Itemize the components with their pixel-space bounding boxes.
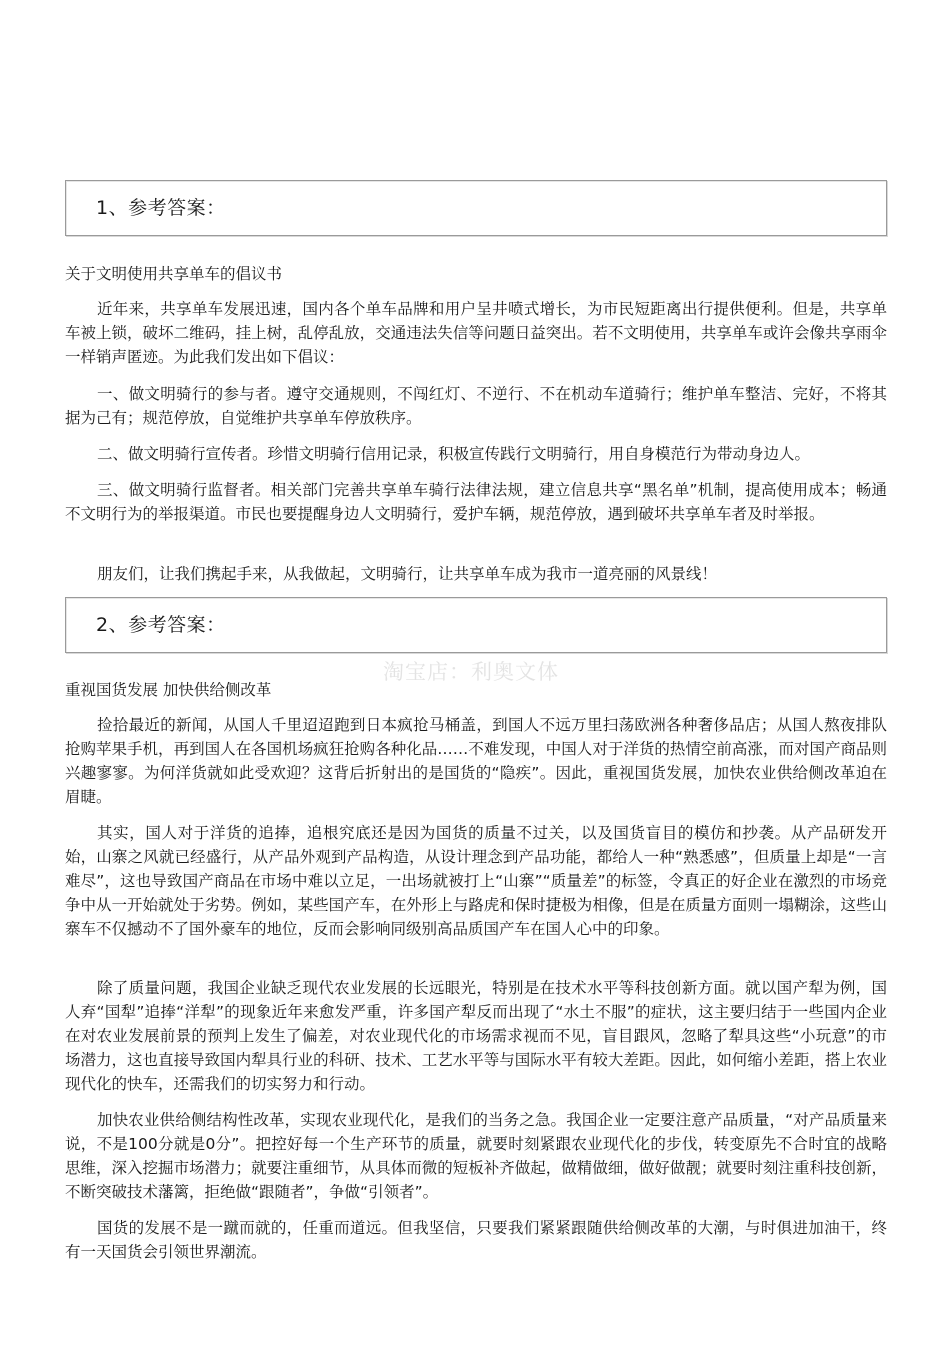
essay-2-paragraph-2: 其实，国人对于洋货的追捧，追根究底还是因为国货的质量不过关，以及国货盲目的模仿和抄袭。从产品研发开始，山寨之风就已经盛行，从产品外观到产品构造，从设计理念到产品功能，都给人一种“熟悉感”，但质量上却是“一言难尽”，这也导致国产商品在市场中难以立足，一出场就被打上“山寨”“质量差”的标签，令真正的好企业在激烈的市场竞争中从一开始就处于劣势。例如，某些国产车，在外形上与路虎和保时捷极为相像，但是在质量方面则一塌糊涂，这些山寨车不仅撼动不了国外豪车的地位，反而会影响同级别高品质国产车在国人心中的印象。: [65, 824, 887, 938]
essay-2-paragraph-5: 国货的发展不是一蹴而就的，任重而道远。但我坚信，只要我们紧紧跟随供给侧改革的大潮，与时俱进加油干，终有一天国货会引领世界潮流。: [65, 1219, 887, 1261]
essay-2-paragraph-3: 除了质量问题，我国企业缺乏现代农业发展的长远眼光，特别是在技术水平等科技创新方面。就以国产犁为例，国人弃“国犁”追捧“洋犁”的现象近年来愈发严重，许多国产犁反而出现了“水土不服”的症状，这主要归结于一些国内企业在对农业发展前景的预判上发生了偏差，对农业现代化的市场需求视而不见，盲目跟风，忽略了犁具这些“小玩意”的市场潜力，这也直接导致国内犁具行业的科研、技术、工艺水平等与国际水平有较大差距。因此，如何缩小差距，搭上农业现代化的快车，还需我们的切实努力和行动。: [65, 979, 887, 1093]
essay-title-1: 关于文明使用共享单车的倡议书: [65, 265, 283, 283]
answer-header-1: 1、参考答案：: [96, 197, 226, 219]
essay-title-2: 重视国货发展 加快供给侧改革: [65, 681, 272, 699]
essay-1-paragraph-1: 近年来，共享单车发展迅速，国内各个单车品牌和用户呈井喷式增长，为市民短距离出行提供便利。但是，共享单车被上锁，破坏二维码，挂上树，乱停乱放，交通违法失信等问题日益突出。若不文明使用，共享单车或许会像共享雨伞一样销声匿迹。为此我们发出如下倡议：: [65, 300, 887, 366]
shop-watermark: 淘宝店：利奥文体: [383, 660, 559, 684]
answer-header-2: 2、参考答案：: [96, 614, 226, 636]
answer-header-box-2: [65, 597, 887, 653]
answer-header-box-1: [65, 180, 887, 236]
essay-1-paragraph-5: 朋友们，让我们携起手来，从我做起，文明骑行，让共享单车成为我市一道亮丽的风景线！: [97, 565, 718, 583]
essay-2-paragraph-1: 捡拾最近的新闻，从国人千里迢迢跑到日本疯抢马桶盖，到国人不远万里扫荡欧洲各种奢侈品店；从国人熬夜排队抢购苹果手机，再到国人在各国机场疯狂抢购各种化品……不难发现，中国人对于洋货的热情空前高涨，而对国产商品则兴趣寥寥。为何洋货就如此受欢迎？这背后折射出的是国货的“隐疾”。因此，重视国货发展，加快农业供给侧改革迫在眉睫。: [65, 716, 887, 806]
essay-1-paragraph-3: 二、做文明骑行宣传者。珍惜文明骑行信用记录，积极宣传践行文明骑行，用自身模范行为带动身边人。: [97, 445, 811, 463]
essay-1-paragraph-2: 一、做文明骑行的参与者。遵守交通规则，不闯红灯、不逆行、不在机动车道骑行；维护单车整洁、完好，不将其据为己有；规范停放，自觉维护共享单车停放秩序。: [65, 385, 887, 427]
essay-2-paragraph-4: 加快农业供给侧结构性改革，实现农业现代化，是我们的当务之急。我国企业一定要注意产品质量，“对产品质量来说，不是100分就是0分”。把控好每一个生产环节的质量，就要时刻紧跟农业现代化的步伐，转变原先不合时宜的战略思维，深入挖掘市场潜力；就要注重细节，从具体而微的短板补齐做起，做精做细，做好做靓；就要时刻注重科技创新，不断突破技术藩篱，拒绝做“跟随者”，争做“引领者”。: [65, 1111, 887, 1201]
essay-1-paragraph-4: 三、做文明骑行监督者。相关部门完善共享单车骑行法律法规，建立信息共享“黑名单”机制，提高使用成本；畅通不文明行为的举报渠道。市民也要提醒身边人文明骑行，爱护车辆，规范停放，遇到破坏共享单车者及时举报。: [65, 481, 887, 523]
